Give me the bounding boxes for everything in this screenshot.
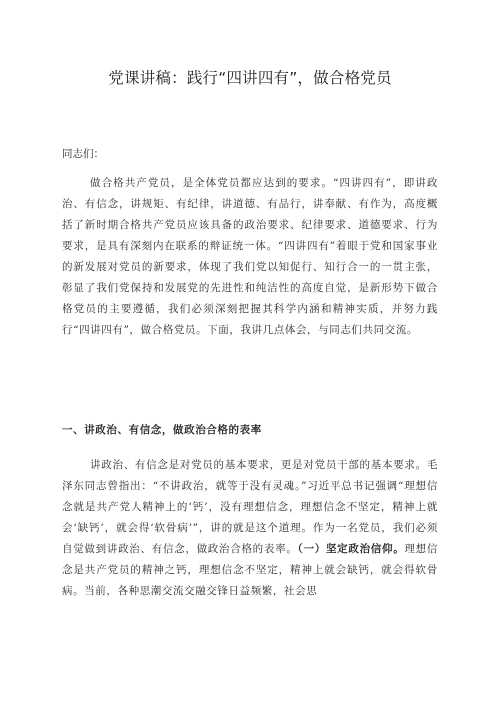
document-title: 党课讲稿：践行“四讲四有”，做合格党员 xyxy=(108,69,392,87)
paragraph-section-1-text-b: 理想信念是共产党员的精神之钙，理想信念不坚定，精神上就会缺钙，就会得软骨病。当前，各种思潮交流交融交锋日益频繁，社会思 xyxy=(62,543,439,597)
paragraph-intro: 做合格共产党员，是全体党员都应达到的要求。“四讲四有”，即讲政治、有信念，讲规矩、有纪律，讲道德、有品行，讲奉献、有作为，高度概括了新时期合格共产党员应该具备的政治要求、纪律要求、道德要求、行为要求，是具有深刻内在联系的辩证统一体。“四讲四有”着眼于党和国家事业的新发展对党员的新要求，体现了我们党以知促行、知行合一的一贯主张，彰显了我们党保持和发展党的先进性和纯洁性的高度自觉，是新形势下做合格党员的主要遵循，我们必须深刻把握其科学内涵和精神实质，并努力践行“四讲四有”，做合格党员。下面，我讲几点体会，与同志们共同交流。 xyxy=(62,177,438,336)
salutation: 同志们： xyxy=(62,148,104,160)
subheading-political-belief: （一）坚定政治信仰。 xyxy=(297,543,405,555)
paragraph-section-1-text-a: 讲政治、有信念是对党员的基本要求，更是对党员干部的基本要求。毛泽东同志曾指出：“不讲政治，就等于没有灵魂。”习近平总书记强调“理想信念就是共产党人精神上的‘钙’，没有理想信念，理想信念不坚定，精神上就会‘缺钙’，就会得‘软骨病’”，讲的就是这个道理。作为一名党员，我们必须自觉做到讲政治、有信念，做政治合格的表率。 xyxy=(62,459,438,555)
paragraph-section-1 xyxy=(62,455,438,602)
section-heading-1: 一、讲政治、有信念，做政治合格的表率 xyxy=(62,424,262,436)
